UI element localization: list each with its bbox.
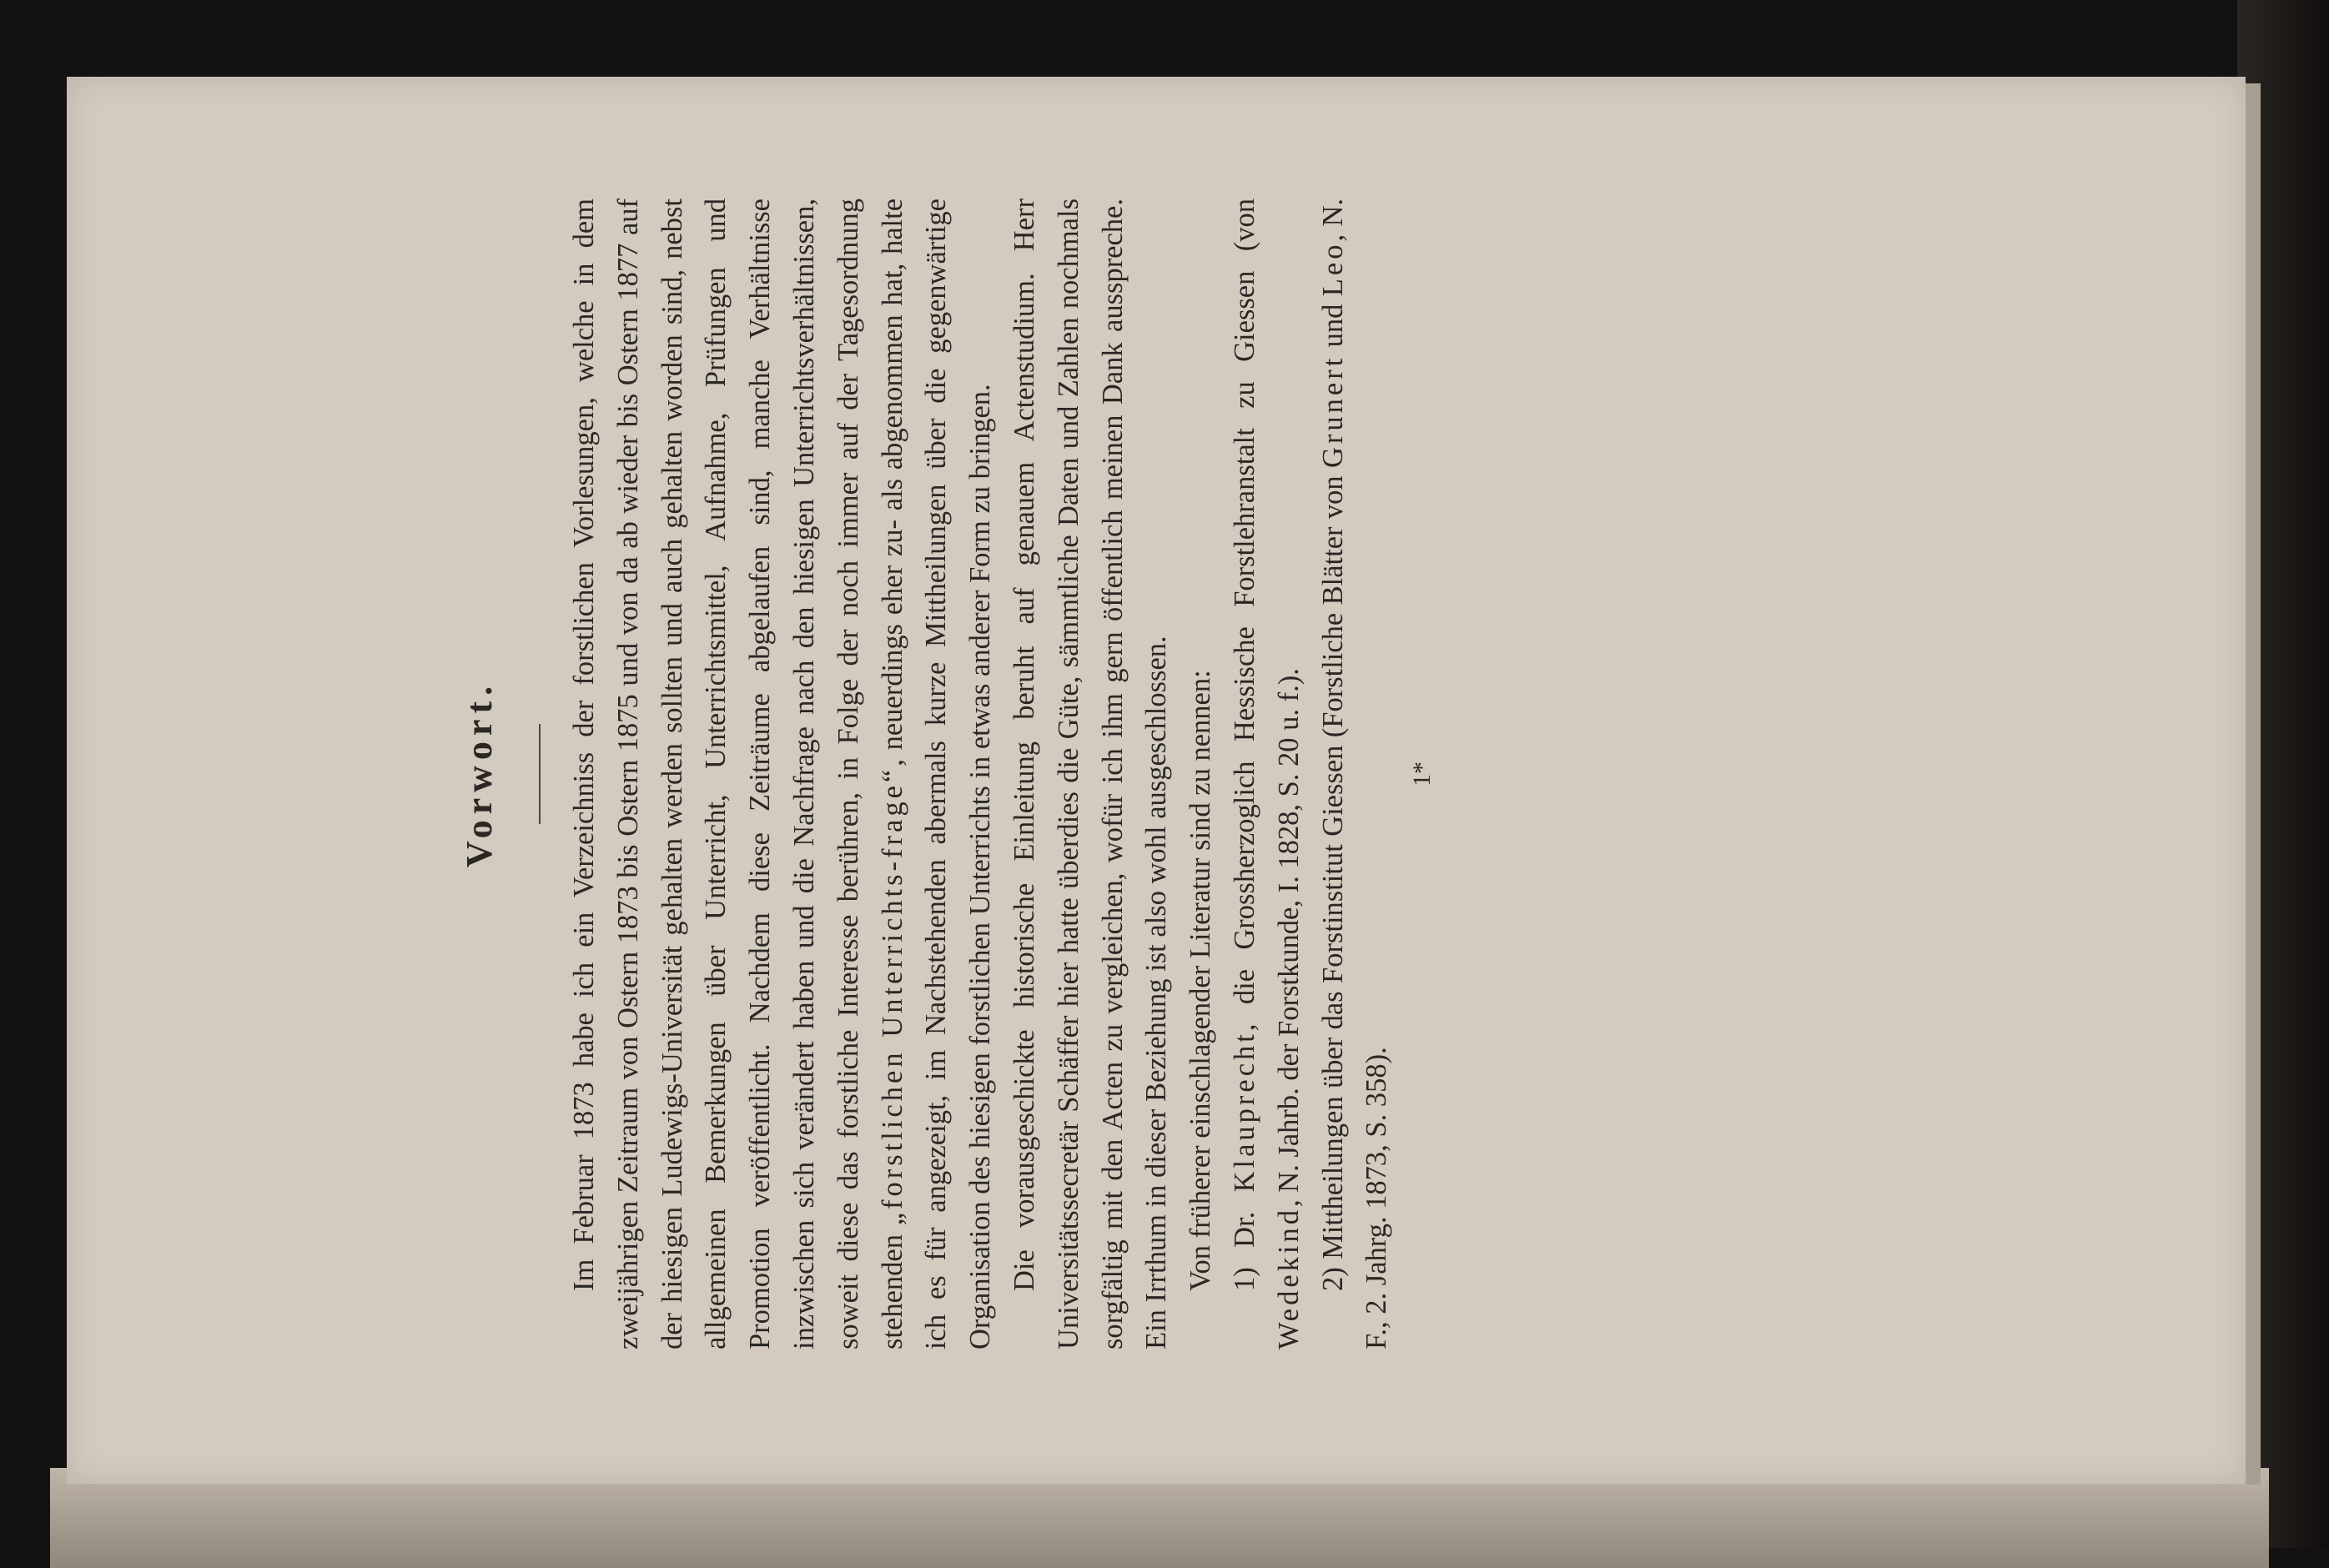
paragraph-literature-intro: Von früherer einschlagender Literatur sind zu nennen: bbox=[1185, 670, 1217, 1291]
author-name: Leo bbox=[1316, 241, 1349, 297]
page-heading: Vorwort. bbox=[459, 680, 500, 868]
paragraph-text: , N. F., 2. Jahrg. 1873, S. 358). bbox=[1316, 199, 1393, 1349]
author-name: Grunert bbox=[1316, 354, 1349, 468]
heading-rule bbox=[539, 724, 541, 824]
paragraph-text: , neuerdings eher zu- als abgenommen hat, halte ich es für angezeigt, im Nachstehenden abermals kurze Mittheilungen über die gegenwärtige Organisation des hiesigen forstlichen Unterrichts in etwas anderer Form zu bringen. bbox=[876, 198, 997, 1349]
page-number: 1* bbox=[1408, 761, 1436, 787]
author-name: Klauprecht bbox=[1228, 1031, 1260, 1193]
paragraph-text: und bbox=[1316, 296, 1349, 355]
paragraph-text: , N. Jahrb. der Forstkunde, I. 1828, S. 20 u. f.). bbox=[1272, 668, 1305, 1207]
paragraph-intro bbox=[562, 199, 1003, 1349]
author-name: Wedekind bbox=[1272, 1206, 1305, 1349]
paragraph-text: 2) Mittheilungen über das Forstinstitut Giessen (Forstliche Blätter von bbox=[1316, 467, 1349, 1291]
paragraph-text: Im Februar 1873 habe ich ein Verzeichniss der forstlichen Vorlesungen, welche in dem zweijährigen Zeitraum von Ostern 1873 bis Ostern 1875 und von da ab wieder bis Ostern 1877 auf der hiesigen Ludewigs-Universität gehalten werden sollten und auch gehalten worden sind, nebst allgemeinen Bemerkungen über Unterricht, Unterrichtsmittel, Aufnahme, Prüfungen und Promotion veröffentlicht. Nachdem diese Zeiträume abgelaufen sind, manche Verhältnisse inzwischen sich verändert haben und die Nachfrage nach den hiesigen Unterrichtsverhältnissen, soweit diese das forstliche Interesse berühren, in Folge der noch immer auf der Tagesordnung stehenden bbox=[568, 199, 908, 1349]
paragraph-text: , die Grossherzoglich Hessische Forstlehranstalt zu Giessen (von bbox=[1228, 199, 1260, 1032]
paragraph-text: 1) Dr. bbox=[1228, 1192, 1260, 1291]
paragraph-history: Die vorausgeschickte historische Einleitung beruht auf genauem Actenstudium. Herr Universitätssecretär Schäffer hier hatte überdies die Güte, sämmtliche Daten und Zahlen nochmals sorgfältig mit den Acten zu vergleichen, wofür ich ihm gern öffentlich meinen Dank ausspreche. Ein Irrthum in dieser Beziehung ist also wohl ausgeschlossen. bbox=[1008, 199, 1173, 1349]
literature-item-1 bbox=[1223, 199, 1311, 1349]
body-text bbox=[562, 199, 1399, 1349]
page-gutter bbox=[2246, 83, 2261, 1485]
spaced-emphasis: „forstlichen Unterrichts-frage“ bbox=[876, 766, 908, 1226]
page-content bbox=[444, 199, 1879, 1349]
literature-item-2 bbox=[1311, 199, 1400, 1349]
